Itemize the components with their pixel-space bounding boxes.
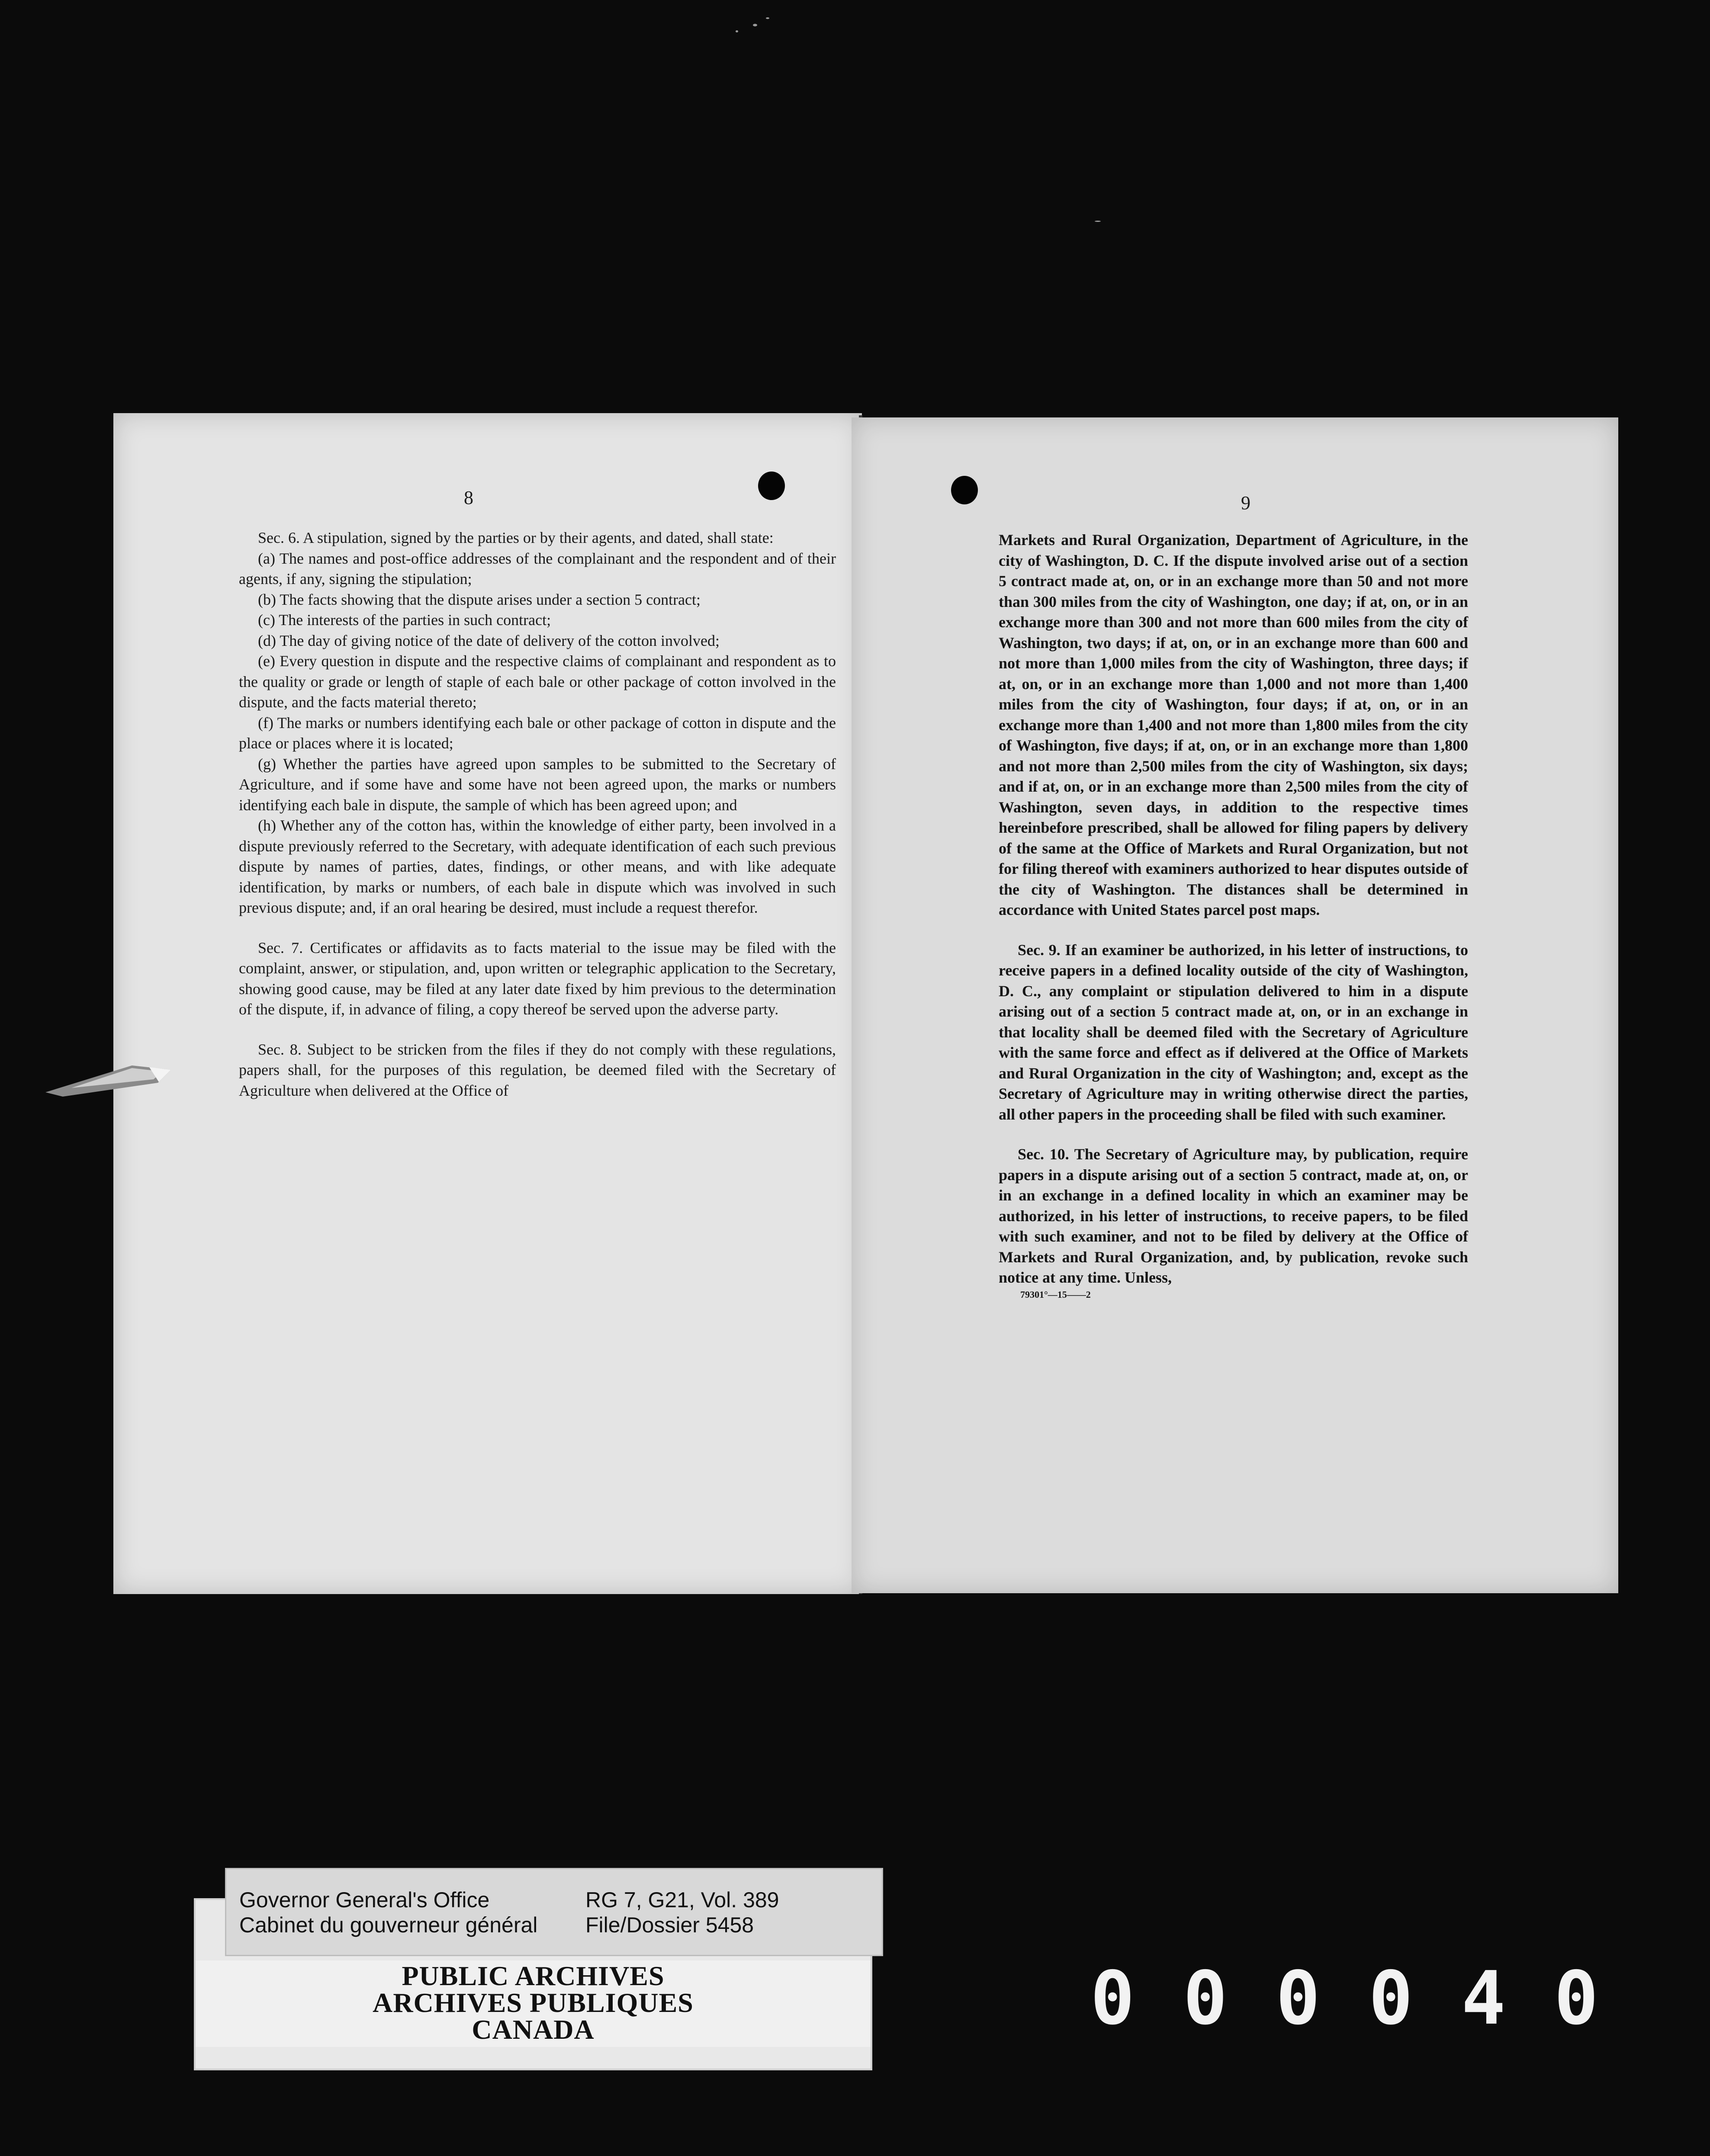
page-number: 9 (1241, 492, 1250, 513)
office-name-en: Governor General's Office (239, 1888, 490, 1912)
frame-number: 000040 (1090, 1956, 1647, 2041)
archive-line-3: CANADA (472, 2014, 595, 2045)
paragraph: (e) Every question in dispute and the respective claims of complainant and respondent as to the quality or grade or length of staple of each bale or other package of cotton involved in the dispute, and the facts material thereto; (239, 652, 836, 711)
punch-hole (758, 472, 785, 500)
paragraph: (b) The facts showing that the dispute arises under a section 5 contract; (258, 590, 701, 608)
paragraph: (a) The names and post-office addresses of the complainant and the respondent and of their agents, if any, signing the stipulation; (239, 549, 836, 587)
right-page (852, 417, 1618, 1593)
paragraph: (h) Whether any of the cotton has, within the knowledge of either party, been involved in a dispute previously referred to the Secretary, with adequate identification of each such previous dispute by names of parties, dates, findings, or other means, and with like adequate identification, by marks or numbers, of each bale in dispute which was involved in such previous dispute; and, if an oral hearing be desired, must include a request therefor. (239, 817, 836, 916)
file-dossier-number: File/Dossier 5458 (585, 1913, 754, 1937)
left-text-column (239, 528, 836, 1101)
paragraph: (g) Whether the parties have agreed upon samples to be submitted to the Secretary of Agriculture, and if some have and some have not been agreed upon, the marks or numbers identifying each bale in dispute, the sample of which has been agreed upon; and (239, 755, 836, 814)
pencil-pointer (45, 1062, 171, 1097)
scan-speck (1095, 221, 1101, 222)
archive-stamp-text (196, 1960, 871, 2045)
office-name-fr: Cabinet du gouverneur général (239, 1913, 538, 1937)
paragraph: (f) The marks or numbers identifying each bale or other package of cotton in dispute and the place or places where it is located; (239, 714, 836, 752)
printer-code: 79301°—15——2 (1020, 1289, 1091, 1300)
paragraph: Sec. 6. A stipulation, signed by the parties or by their agents, and dated, shall state: (258, 529, 774, 546)
paragraph: Sec. 8. Subject to be stricken from the files if they do not comply with these regulations, papers shall, for the purposes of this regulation, be deemed filed with the Secretary of Agriculture when delivered at the Office of (239, 1040, 836, 1099)
left-page (113, 413, 862, 1594)
archive-line-1: PUBLIC ARCHIVES (402, 1960, 665, 1991)
archive-reference-label (225, 1868, 883, 1956)
scan-speck (736, 30, 738, 32)
paragraph: (d) The day of giving notice of the date of delivery of the cotton involved; (258, 632, 720, 649)
paragraph: Sec. 7. Certificates or affidavits as to facts material to the issue may be filed with the complaint, answer, or stipulation, and, upon written or telegraphic application to the Secretary, showing good cause, may be filed at any later date fixed by him previous to the determination of the dispute, if, in advance of filing, a copy thereof be served upon the adverse party. (239, 939, 836, 1018)
archive-line-2: ARCHIVES PUBLIQUES (373, 1987, 694, 2018)
record-group-reference: RG 7, G21, Vol. 389 (585, 1888, 779, 1912)
paragraph: Sec. 9. If an examiner be authorized, in his letter of instructions, to receive papers in a defined locality outside of the city of Washington, D. C., any complaint or stipulation delivered to him in a dispute arising out of a section 5 contract made at, on, or in an exchange in that locality shall be deemed filed with the Secretary of Agriculture with the same force and effect as if delivered at the Office of Markets and Rural Organization in the city of Washington; and, except as the Secretary of Agriculture may in writing otherwise direct the parties, all other papers in the proceeding shall be filed with such examiner. (999, 941, 1468, 1123)
scan-speck (766, 17, 769, 19)
paragraph: Sec. 10. The Secretary of Agriculture may, by publication, require papers in a dispute arising out of a section 5 contract, made at, on, or in an exchange in a defined locality in which an examiner may be authorized, in his letter of instructions, to receive papers, to be filed with such examiner, and not to be filed by delivery at the Office of Markets and Rural Organization, and, by publication, revoke such notice at any time. Unless, (999, 1145, 1468, 1286)
paragraph: Markets and Rural Organization, Department of Agriculture, in the city of Washington, D. C. If the dispute involved arise out of a section 5 contract made at, on, or in an exchange more than 50 and not more than 300 miles from the city of Washington, one day; if at, on, or in an exchange more than 300 and not more than 600 miles from the city of Washington, two days; if at, on, or in an exchange more than 600 and not more than 1,000 miles from the city of Washington, three days; if at, on, or in an exchange more than 1,000 and not more than 1,400 miles from the city of Washington, four days; if at, on, or in an exchange more than 1,400 and not more than 1,800 miles from the city of Washington, five days; if at, on, or in an exchange more than 1,800 and not more than 2,500 miles from the city of Washington, six days; and if at, on, or in an exchange more than 2,500 miles from the city of Washington, seven days, in addition to the respective times hereinbefore prescribed, shall be allowed for filing papers by delivery of the same at the Office of Markets and Rural Organization, but not for filing thereof with examiners authorized to hear disputes outside of the city of Washington. The distances shall be determined in accordance with United States parcel post maps. (999, 531, 1468, 918)
page-number: 8 (464, 487, 473, 508)
paragraph: (c) The interests of the parties in such contract; (258, 611, 551, 629)
scan-speck (753, 24, 757, 26)
right-text-column (999, 530, 1468, 1301)
punch-hole (951, 476, 978, 504)
